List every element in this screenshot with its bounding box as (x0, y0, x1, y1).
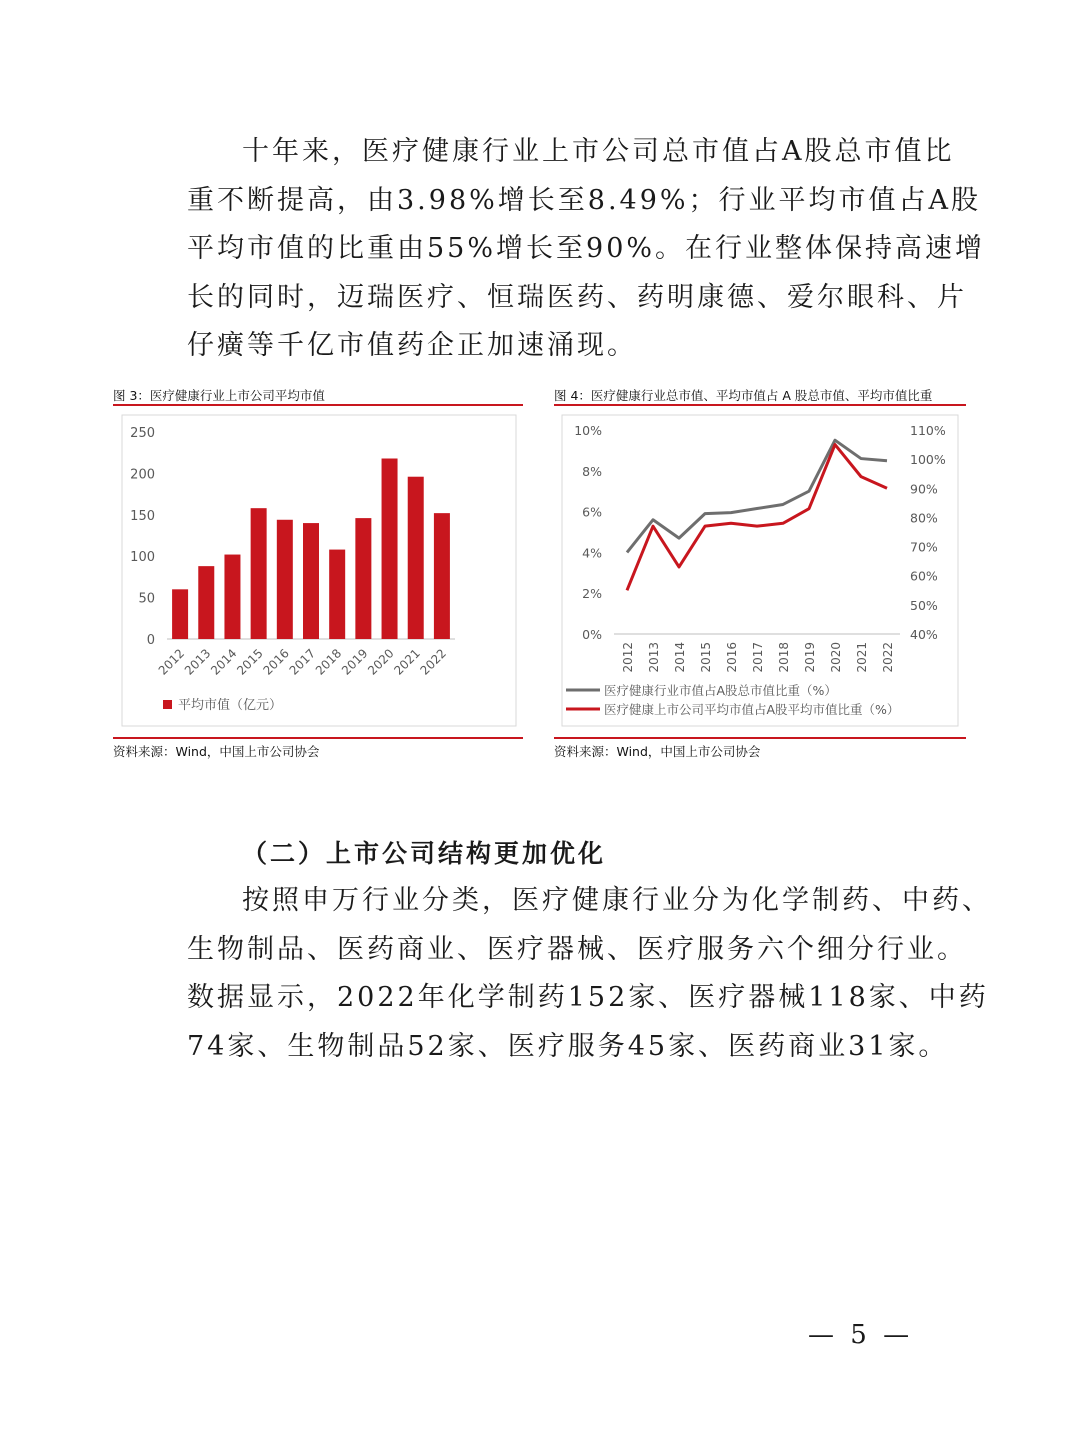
y-tick-label: 250 (130, 426, 155, 441)
y-tick-label: 0 (146, 633, 155, 648)
bar-2022 (434, 513, 450, 639)
bar-2012 (172, 589, 188, 639)
figure-3-chart (113, 410, 523, 735)
x-tick-label: 2015 (234, 646, 266, 678)
y-right-tick-label: 40% (910, 627, 938, 642)
y-left-tick-label: 2% (582, 586, 602, 602)
intro-line-1: 十年来，医疗健康行业上市公司总市值占A股总市值比 (242, 136, 955, 167)
figure-4-chart (554, 410, 966, 735)
x-tick-label: 2012 (155, 646, 188, 678)
section-2-paragraph (187, 877, 992, 1071)
y-right-tick-label: 110% (910, 423, 946, 438)
x-tick-label: 2020 (829, 642, 843, 673)
x-tick-label: 2014 (208, 646, 240, 678)
y-right-tick-label: 80% (910, 510, 938, 526)
x-tick-label: 2019 (338, 646, 371, 678)
x-tick-label: 2012 (621, 642, 635, 673)
section-2-line-4: 74家、生物制品52家、医疗服务45家、医药商业31家。 (187, 1030, 949, 1062)
bar-2018 (329, 550, 345, 639)
y-left-tick-label: 6% (582, 504, 602, 520)
legend-label-1: 医疗健康行业市值占A股总市值比重（%） (604, 683, 837, 698)
bar-2013 (198, 566, 214, 639)
figure-4-top-rule (554, 404, 966, 406)
x-tick-label: 2016 (260, 646, 292, 678)
intro-line-4: 长的同时，迈瑞医疗、恒瑞医药、药明康德、爱尔眼科、片 (187, 281, 967, 313)
intro-line-5: 仔癀等千亿市值药企正加速涌现。 (187, 330, 637, 361)
x-tick-label: 2018 (312, 646, 345, 678)
y-right-tick-label: 60% (910, 568, 938, 584)
figure-3-source: 资料来源：Wind，中国上市公司协会 (113, 744, 320, 759)
y-tick-label: 150 (130, 508, 155, 524)
y-right-tick-label: 70% (910, 539, 938, 555)
figure-3-title: 图 3：医疗健康行业上市公司平均市值 (113, 388, 325, 403)
y-left-tick-label: 0% (582, 627, 602, 642)
chart-frame (562, 415, 958, 726)
x-tick-label: 2022 (417, 646, 450, 678)
bar-2014 (224, 555, 240, 639)
figure-4 (554, 386, 932, 404)
x-tick-label: 2014 (673, 642, 687, 673)
bar-2015 (251, 508, 267, 639)
figure-3-bottom-rule (113, 737, 523, 739)
y-tick-label: 200 (130, 467, 155, 483)
y-tick-label: 50 (138, 591, 155, 607)
page-number: — 5 — (808, 1320, 914, 1350)
y-left-tick-label: 10% (574, 423, 602, 438)
x-tick-label: 2013 (181, 646, 214, 678)
figure-3-top-rule (113, 404, 523, 406)
x-tick-label: 2022 (881, 642, 895, 673)
bar-2017 (303, 523, 319, 639)
intro-line-2: 重不断提高，由3.98%增长至8.49%；行业平均市值占A股 (187, 184, 982, 216)
intro-paragraph (187, 128, 986, 371)
section-heading: （二）上市公司结构更加优化 (242, 839, 607, 868)
bar-2016 (277, 520, 293, 639)
legend-swatch (163, 700, 172, 709)
section-2-line-1: 按照申万行业分类，医疗健康行业分为化学制药、中药、 (242, 885, 992, 916)
y-right-tick-label: 50% (910, 597, 938, 613)
bar-2019 (355, 518, 371, 639)
bar-2020 (382, 458, 398, 639)
figure-3 (113, 386, 325, 404)
legend-label-2: 医疗健康上市公司平均市值占A股平均市值比重（%） (604, 702, 900, 717)
y-tick-label: 100 (130, 550, 155, 566)
legend-label: 平均市值（亿元） (178, 698, 283, 713)
y-left-tick-label: 4% (582, 545, 602, 561)
x-tick-label: 2016 (725, 642, 739, 673)
x-tick-label: 2017 (751, 642, 765, 673)
bar-2021 (408, 477, 424, 639)
x-tick-label: 2015 (699, 642, 713, 673)
intro-line-3: 平均市值的比重由55%增长至90%。在行业整体保持高速增 (187, 233, 986, 264)
x-tick-label: 2021 (391, 646, 423, 678)
section-2-line-2: 生物制品、医药商业、医疗器械、医疗服务六个细分行业。 (187, 933, 967, 965)
figure-4-bottom-rule (554, 737, 966, 739)
x-tick-label: 2021 (855, 642, 869, 673)
section-2-line-3: 数据显示，2022年化学制药152家、医疗器械118家、中药 (187, 982, 989, 1013)
x-tick-label: 2018 (777, 642, 791, 673)
y-right-tick-label: 90% (910, 481, 938, 497)
figure-4-title: 图 4：医疗健康行业总市值、平均市值占 A 股总市值、平均市值比重 (554, 388, 933, 403)
y-left-tick-label: 8% (582, 463, 602, 479)
x-tick-label: 2013 (647, 642, 661, 673)
y-right-tick-label: 100% (910, 452, 946, 468)
figure-4-source: 资料来源：Wind，中国上市公司协会 (554, 744, 761, 759)
x-tick-label: 2017 (286, 646, 319, 678)
x-tick-label: 2019 (803, 642, 817, 673)
x-tick-label: 2020 (365, 646, 397, 678)
